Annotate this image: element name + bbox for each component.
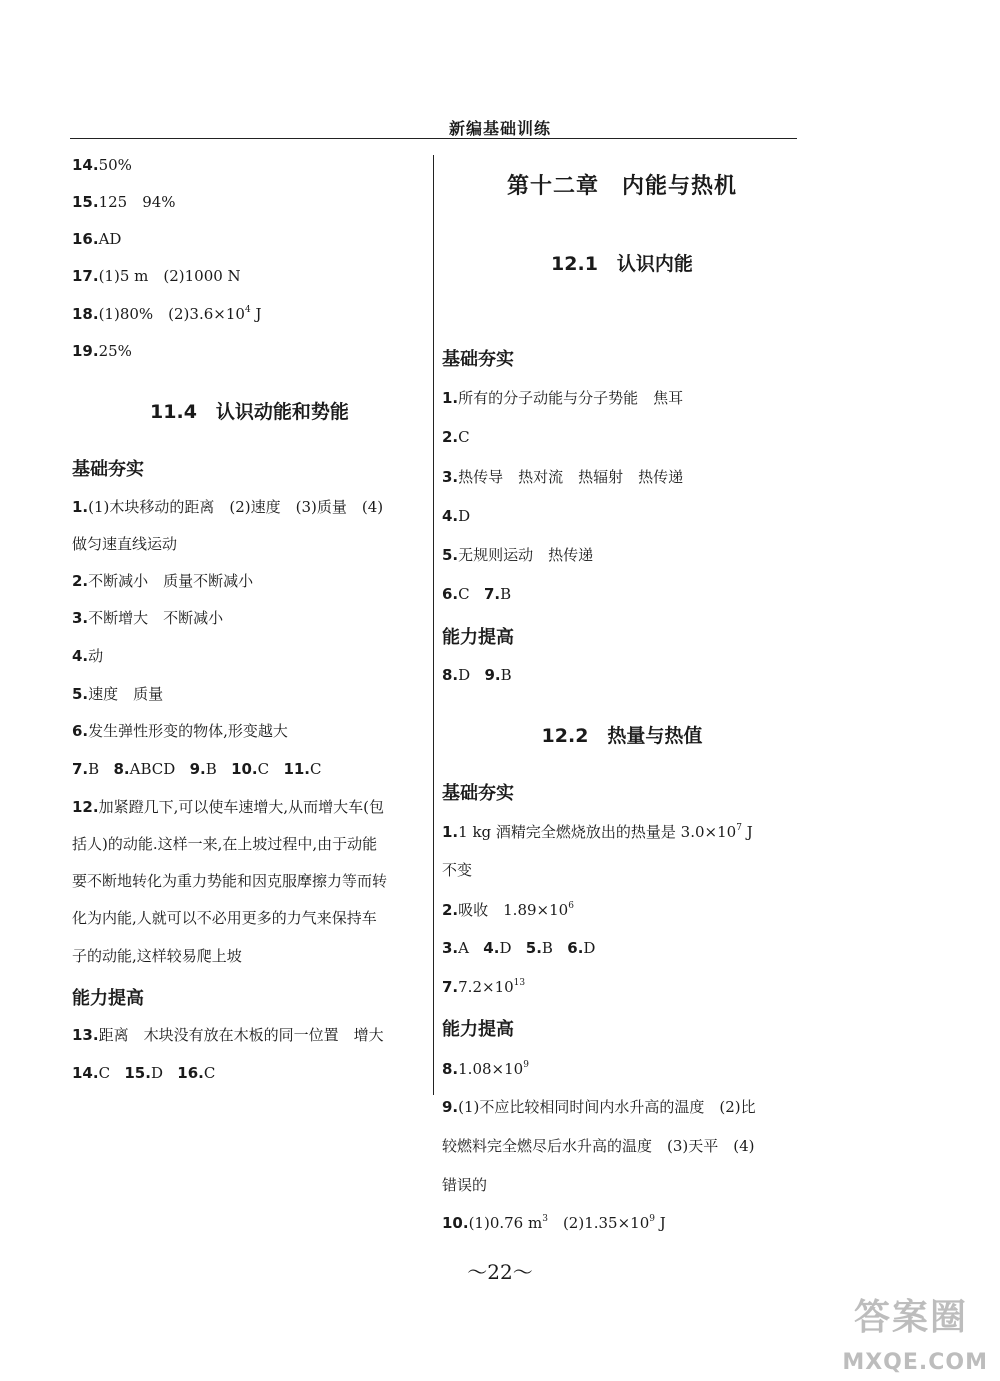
answer-line-continued: 化为内能,人就可以不必用更多的力气来保持车 [72, 909, 377, 927]
answer-line: 1.所有的分子动能与分子势能 焦耳 [442, 389, 684, 407]
section-title: 12.1 认识内能 [551, 253, 693, 275]
answer-line: 1.(1)木块移动的距离 (2)速度 (3)质量 (4) [72, 498, 384, 516]
answer-line: 15.125 94% [72, 193, 176, 211]
header-rule [70, 138, 797, 139]
subsection-heading: 能力提高 [72, 988, 144, 1009]
answer-line: 4.D [442, 507, 471, 525]
watermark-top-text: 答案圈 [853, 1297, 968, 1338]
answer-line: 7.B 8.ABCD 9.B 10.C 11.C [72, 760, 322, 778]
watermark-bottom-text: MXQE.COM [842, 1350, 988, 1375]
subsection-heading: 能力提高 [442, 1019, 514, 1040]
answer-line: 3.不断增大 不断减小 [72, 609, 224, 627]
answer-line-continued: 括人)的动能.这样一来,在上坡过程中,由于动能 [72, 835, 378, 853]
answer-line: 13.距离 木块没有放在木板的同一位置 增大 [72, 1026, 384, 1044]
answer-line: 8.D 9.B [442, 666, 512, 684]
answer-line: 1.1 kg 酒精完全燃烧放出的热量是 $3.0\times 10^7$ J [442, 823, 753, 841]
section-title: 12.2 热量与热值 [541, 725, 703, 747]
answer-line: 16.AD [72, 230, 122, 248]
subsection-heading: 基础夯实 [442, 349, 514, 370]
answer-line: 2.C [442, 428, 470, 446]
column-divider [433, 155, 434, 1095]
answer-line-continued: 子的动能,这样较易爬上坡 [72, 947, 242, 965]
answer-line: 3.热传导 热对流 热辐射 热传递 [442, 468, 684, 486]
answer-line: 12.加紧蹬几下,可以使车速增大,从而增大车(包 [72, 798, 384, 816]
answer-line-continued: 做匀速直线运动 [72, 535, 178, 553]
header-title: 新编基础训练 [448, 119, 551, 138]
answer-line: 14.C 15.D 16.C [72, 1064, 216, 1082]
answer-line: 2.不断减小 质量不断减小 [72, 572, 254, 590]
answer-line: $7.7.2\times 10^{13}$ [442, 978, 526, 996]
answer-line: 3.A 4.D 5.B 6.D [442, 939, 596, 957]
subsection-heading: 基础夯实 [72, 459, 144, 480]
answer-line: 9.(1)不应比较相同时间内水升高的温度 (2)比 [442, 1098, 756, 1116]
answer-line: 18.(1)80% $(2)3.6\times 10^4$ J [72, 305, 262, 323]
watermark-logo [798, 1289, 988, 1375]
answer-line-continued: 不变 [442, 861, 473, 879]
answer-line: 19.25% [72, 342, 132, 360]
chapter-title: 第十二章 内能与热机 [506, 174, 737, 199]
answer-line: $8.1.08\times 10^9$ [442, 1060, 529, 1078]
section-title: 11.4 认识动能和势能 [150, 401, 349, 423]
answer-line: 5.速度 质量 [72, 685, 164, 703]
answer-line-continued: 错误的 [442, 1176, 488, 1194]
page-number: ～22～ [467, 1260, 533, 1284]
answer-line-continued: 较燃料完全燃尽后水升高的温度 (3)天平 (4) [442, 1137, 755, 1155]
answer-line: 4.动 [72, 647, 104, 665]
subsection-heading: 能力提高 [442, 627, 514, 648]
answer-line: 2.吸收 $1.89\times 10^6$ [442, 901, 574, 919]
answer-line: 6.C 7.B [442, 585, 512, 603]
answer-line: 6.发生弹性形变的物体,形变越大 [72, 722, 288, 740]
answer-line: 17.(1)5 m (2)1000 N [72, 267, 241, 285]
answer-line: 5.无规则运动 热传递 [442, 546, 594, 564]
subsection-heading: 基础夯实 [442, 783, 514, 804]
answer-line: 14.50% [72, 156, 132, 174]
answer-line: 10.(1)0.76 $m^3$ $(2)1.35\times 10^9$ J [442, 1214, 666, 1232]
answer-line-continued: 要不断地转化为重力势能和因克服摩擦力等而转 [72, 872, 388, 890]
